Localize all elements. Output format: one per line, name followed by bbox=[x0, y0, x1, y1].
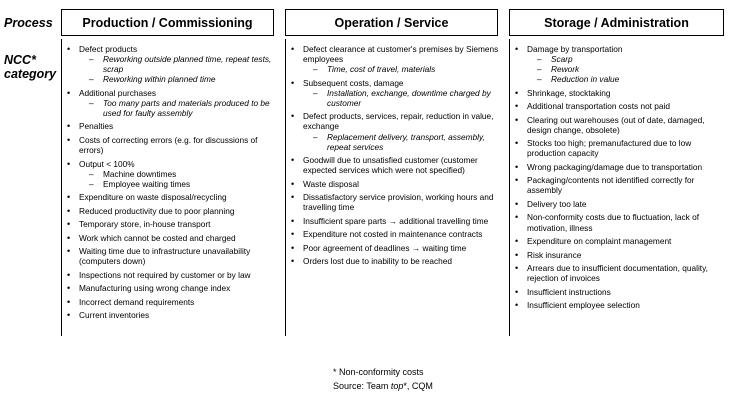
ncc-item bbox=[64, 233, 278, 243]
ncc-item bbox=[64, 310, 278, 320]
ncc-subitem: – Reworking outside planned time, repeat tests, scrap bbox=[89, 54, 278, 74]
ncc-item bbox=[512, 138, 730, 158]
column-production-commissioning bbox=[64, 44, 278, 324]
ncc-subitem-list bbox=[527, 54, 730, 84]
ncc-item bbox=[64, 206, 278, 216]
ncc-subitem: – Machine downtimes bbox=[89, 169, 278, 179]
ncc-item bbox=[512, 101, 730, 111]
ncc-subitem: – Too many parts and materials produced to be used for faulty assembly bbox=[89, 98, 278, 118]
ncc-subitem: – Reduction in value bbox=[537, 74, 730, 84]
ncc-item bbox=[512, 212, 730, 232]
ncc-item bbox=[64, 121, 278, 131]
ncc-item bbox=[512, 250, 730, 260]
column-operation-service bbox=[288, 44, 500, 270]
ncc-item-text: Defect products bbox=[79, 44, 138, 54]
ncc-item-text: Insufficient instructions bbox=[527, 286, 611, 297]
ncc-item-text: Defect clearance at customer's premises by Siemens employees bbox=[303, 44, 499, 65]
ncc-item bbox=[64, 192, 278, 202]
column-rule-2 bbox=[285, 39, 286, 336]
ncc-item-text: Inspections not required by customer or by law bbox=[79, 269, 251, 280]
ncc-subitem-list bbox=[79, 54, 278, 84]
ncc-subitem-list bbox=[303, 88, 500, 108]
ncc-subitem: – Reworking within planned time bbox=[89, 74, 278, 84]
footnote-source bbox=[333, 379, 433, 393]
ncc-item bbox=[64, 88, 278, 118]
ncc-subitem: – Time, cost of travel, materials bbox=[313, 64, 500, 74]
ncc-item-text: Reduced productivity due to poor planning bbox=[79, 205, 235, 216]
ncc-item-text: Defect products, services, repair, reduction in value, exchange bbox=[303, 111, 494, 132]
footnote bbox=[333, 365, 433, 393]
header-storage-administration: Storage / Administration bbox=[509, 9, 724, 36]
ncc-item-list bbox=[64, 44, 278, 320]
ncc-item-text: Risk insurance bbox=[527, 249, 582, 260]
footnote-definition: * Non-conformity costs bbox=[333, 367, 424, 377]
ncc-item-text: Additional purchases bbox=[79, 87, 157, 98]
ncc-item-text: Non-conformity costs due to fluctuation, lack of motivation, illness bbox=[527, 212, 700, 233]
ncc-item bbox=[512, 44, 730, 84]
ncc-item bbox=[512, 115, 730, 135]
ncc-item bbox=[64, 283, 278, 293]
ncc-item-text: Arrears due to insufficient documentation, quality, rejection of invoices bbox=[527, 262, 708, 284]
ncc-item bbox=[512, 162, 730, 172]
ncc-item bbox=[288, 111, 500, 151]
ncc-item bbox=[288, 256, 500, 266]
ncc-item bbox=[64, 297, 278, 307]
ncc-item bbox=[288, 243, 500, 253]
ncc-item bbox=[512, 199, 730, 209]
ncc-item bbox=[288, 179, 500, 189]
process-label: Process bbox=[4, 16, 53, 30]
column-rule-1 bbox=[61, 39, 62, 336]
ncc-label-line-2: category bbox=[4, 67, 57, 81]
ncc-subitem: – Rework bbox=[537, 64, 730, 74]
ncc-item-text: Clearing out warehouses (out of date, damaged, design change, obsolete) bbox=[527, 114, 705, 135]
ncc-item-text: Stocks too high; premanufactured due to low production capacity bbox=[527, 138, 692, 159]
ncc-item bbox=[512, 88, 730, 98]
ncc-item-list bbox=[288, 44, 500, 266]
ncc-item-text: Orders lost due to inability to be reached bbox=[303, 256, 452, 267]
ncc-item-text: Current inventories bbox=[79, 310, 150, 321]
ncc-subitem: – Installation, exchange, downtime charged by customer bbox=[313, 88, 500, 108]
ncc-item-text: Damage by transportation bbox=[527, 44, 623, 54]
ncc-item-text: Subsequent costs, damage bbox=[303, 77, 404, 88]
ncc-item bbox=[64, 159, 278, 189]
ncc-item-list bbox=[512, 44, 730, 310]
ncc-item-text: Insufficient spare parts → additional travelling time bbox=[303, 215, 489, 226]
ncc-item bbox=[288, 44, 500, 74]
ncc-item-text: Shrinkage, stocktaking bbox=[527, 87, 611, 98]
ncc-item-text: Waiting time due to infrastructure unavailability (computers down) bbox=[79, 246, 251, 267]
ncc-subitem: – Employee waiting times bbox=[89, 179, 278, 189]
ncc-item-text: Poor agreement of deadlines → waiting time bbox=[303, 242, 467, 253]
ncc-item bbox=[288, 216, 500, 226]
ncc-item-text: Penalties bbox=[79, 121, 114, 132]
ncc-item-text: Temporary store, in-house transport bbox=[79, 219, 211, 230]
ncc-item bbox=[64, 44, 278, 84]
ncc-item bbox=[64, 219, 278, 229]
ncc-subitem-list bbox=[303, 64, 500, 74]
ncc-item-text: Packaging/contents not identified correctly for assembly bbox=[527, 175, 695, 196]
ncc-item-text: Delivery too late bbox=[527, 198, 587, 209]
ncc-item bbox=[64, 246, 278, 266]
ncc-item bbox=[288, 192, 500, 212]
ncc-item-text: Expenditure on waste disposal/recycling bbox=[79, 192, 227, 203]
source-brand: top bbox=[390, 381, 404, 391]
ncc-item-text: Goodwill due to unsatisfied customer (customer expected services which were not specified) bbox=[303, 155, 478, 176]
ncc-item-text: Expenditure not costed in maintenance contracts bbox=[303, 229, 483, 240]
ncc-label-line-1: NCC* bbox=[4, 53, 36, 67]
header-operation-service: Operation / Service bbox=[285, 9, 498, 36]
ncc-item bbox=[64, 270, 278, 280]
column-storage-administration bbox=[512, 44, 730, 314]
ncc-item-text: Work which cannot be costed and charged bbox=[79, 232, 236, 243]
ncc-subitem: – Scarp bbox=[537, 54, 730, 64]
ncc-item bbox=[512, 236, 730, 246]
ncc-subitem-list bbox=[79, 98, 278, 118]
ncc-item bbox=[288, 155, 500, 175]
ncc-item bbox=[512, 263, 730, 283]
ncc-item-text: Wrong packaging/damage due to transportation bbox=[527, 161, 703, 172]
ncc-item-text: Dissatisfactory service provision, working hours and travelling time bbox=[303, 192, 494, 213]
ncc-item bbox=[512, 175, 730, 195]
ncc-subitem-list bbox=[79, 169, 278, 189]
ncc-item-text: Additional transportation costs not paid bbox=[527, 101, 670, 112]
ncc-item-text: Manufacturing using wrong change index bbox=[79, 283, 231, 294]
column-rule-3 bbox=[509, 39, 510, 336]
ncc-item-text: Output < 100% bbox=[79, 158, 135, 169]
ncc-item-text: Waste disposal bbox=[303, 178, 359, 189]
source-prefix: Source: Team bbox=[333, 381, 391, 391]
ncc-item bbox=[512, 300, 730, 310]
ncc-item bbox=[512, 287, 730, 297]
ncc-item bbox=[288, 229, 500, 239]
ncc-subitem: – Replacement delivery, transport, assembly, repeat services bbox=[313, 132, 500, 152]
header-production-commissioning: Production / Commissioning bbox=[61, 9, 274, 36]
ncc-item-text: Insufficient employee selection bbox=[527, 300, 640, 311]
ncc-item-text: Costs of correcting errors (e.g. for discussions of errors) bbox=[79, 134, 258, 156]
ncc-category-label bbox=[4, 53, 56, 81]
ncc-item-text: Incorrect demand requirements bbox=[79, 296, 195, 307]
ncc-subitem-list bbox=[303, 132, 500, 152]
ncc-item bbox=[288, 78, 500, 108]
ncc-item bbox=[64, 135, 278, 155]
ncc-item-text: Expenditure on complaint management bbox=[527, 236, 672, 247]
source-suffix: *, CQM bbox=[403, 381, 433, 391]
